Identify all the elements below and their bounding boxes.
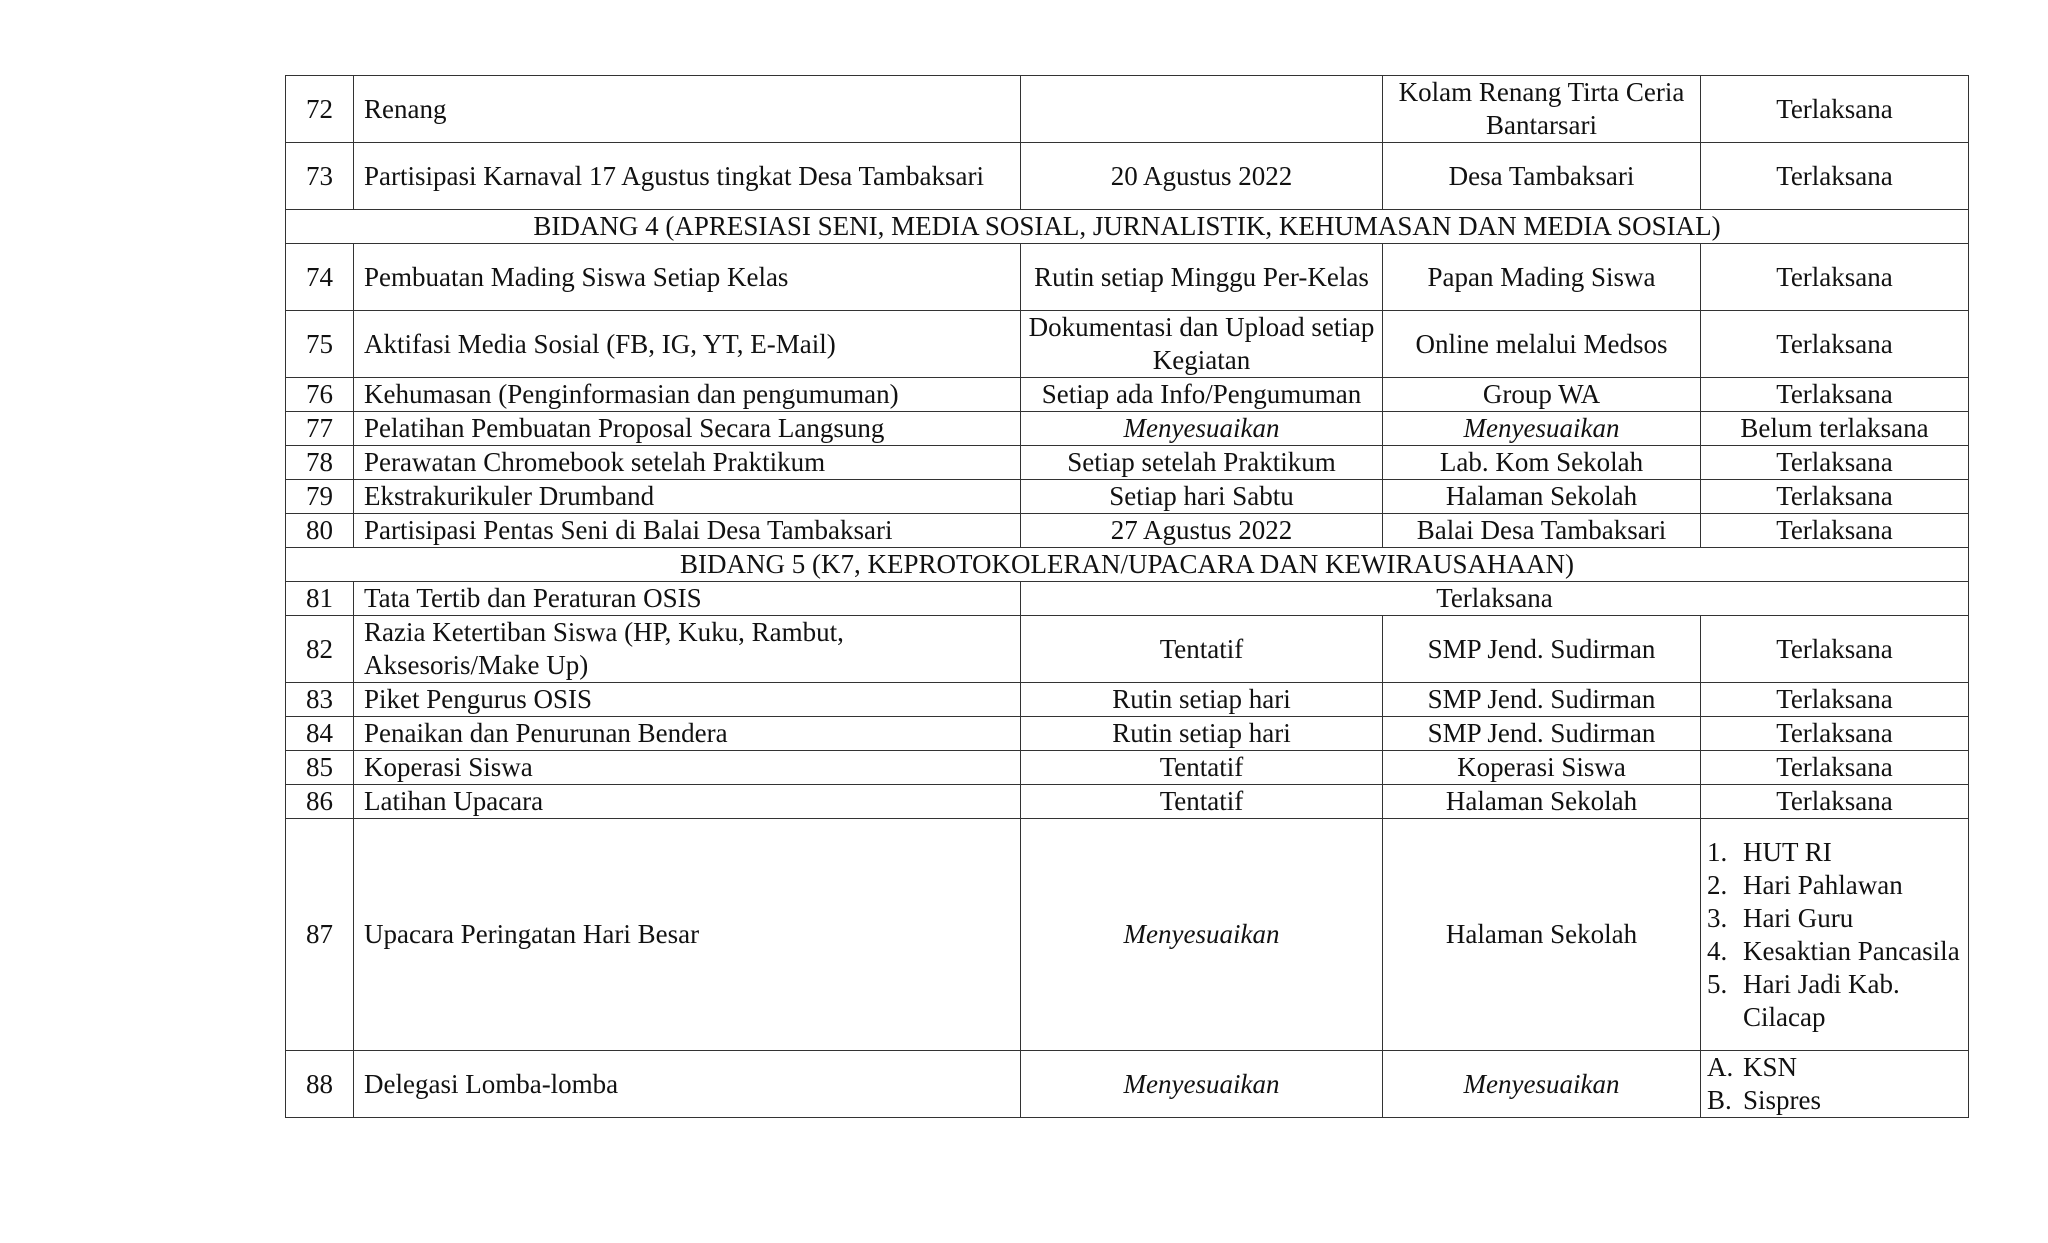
list-text: Kesaktian Pancasila: [1743, 935, 1960, 966]
table-row: [286, 446, 1969, 480]
table-row: [286, 143, 1969, 210]
document-page: [285, 75, 1969, 1118]
activity-time: Setiap hari Sabtu: [1021, 480, 1383, 514]
activity-status: Terlaksana: [1701, 514, 1969, 548]
activity-place: Halaman Sekolah: [1383, 785, 1701, 819]
activity-name: Pelatihan Pembuatan Proposal Secara Langsung: [354, 412, 1021, 446]
activity-place: SMP Jend. Sudirman: [1383, 683, 1701, 717]
list-marker: 3.: [1707, 902, 1728, 933]
activity-time: 20 Agustus 2022: [1021, 143, 1383, 210]
row-number: 86: [286, 785, 354, 819]
row-number: 76: [286, 378, 354, 412]
activity-name: Tata Tertib dan Peraturan OSIS: [354, 582, 1021, 616]
table-row: [286, 514, 1969, 548]
list-item: [1707, 869, 1968, 902]
row-number: 80: [286, 514, 354, 548]
table-row: [286, 582, 1969, 616]
activity-status: Terlaksana: [1701, 683, 1969, 717]
row-number: 77: [286, 412, 354, 446]
table-row: [286, 751, 1969, 785]
activity-time: [1021, 412, 1383, 446]
activity-time: 27 Agustus 2022: [1021, 514, 1383, 548]
activity-place: Balai Desa Tambaksari: [1383, 514, 1701, 548]
activity-name: Aktifasi Media Sosial (FB, IG, YT, E-Mail): [354, 311, 1021, 378]
list-item: [1707, 836, 1968, 869]
list-item: [1707, 968, 1968, 1034]
list-marker: 1.: [1707, 836, 1728, 867]
activity-time: Tentatif: [1021, 616, 1383, 683]
activity-name: Koperasi Siswa: [354, 751, 1021, 785]
list-item: [1707, 935, 1968, 968]
activity-status-list: [1701, 1051, 1969, 1118]
activity-time: Setiap setelah Praktikum: [1021, 446, 1383, 480]
section-heading: BIDANG 5 (K7, KEPROTOKOLERAN/UPACARA DAN KEWIRAUSAHAAN): [286, 548, 1969, 582]
list-marker: 5.: [1707, 968, 1728, 999]
table-row: [286, 311, 1969, 378]
activity-status: Belum terlaksana: [1701, 412, 1969, 446]
activity-status: Terlaksana: [1701, 311, 1969, 378]
section-row: [286, 210, 1969, 244]
activity-name: Latihan Upacara: [354, 785, 1021, 819]
row-number: 81: [286, 582, 354, 616]
activity-status: Terlaksana: [1701, 785, 1969, 819]
row-number: 72: [286, 76, 354, 143]
activity-place: Kolam Renang Tirta Ceria Bantarsari: [1383, 76, 1701, 143]
table-row: [286, 717, 1969, 751]
activity-status: Terlaksana: [1701, 446, 1969, 480]
row-number: 75: [286, 311, 354, 378]
activity-time: Setiap ada Info/Pengumuman: [1021, 378, 1383, 412]
row-number: 82: [286, 616, 354, 683]
table-row: [286, 1051, 1969, 1118]
activity-place: Papan Mading Siswa: [1383, 244, 1701, 311]
list-item: [1707, 1051, 1968, 1084]
table-row: [286, 683, 1969, 717]
activity-place-text: Menyesuaikan: [1463, 413, 1620, 443]
activity-time: Tentatif: [1021, 751, 1383, 785]
table-row: [286, 76, 1969, 143]
row-number: 78: [286, 446, 354, 480]
list-marker: 2.: [1707, 869, 1728, 900]
activity-status: Terlaksana: [1701, 616, 1969, 683]
activity-name: Partisipasi Karnaval 17 Agustus tingkat Desa Tambaksari: [354, 143, 1021, 210]
activity-place: Halaman Sekolah: [1383, 480, 1701, 514]
table-row: [286, 819, 1969, 1051]
table-row: [286, 785, 1969, 819]
list-marker: B.: [1707, 1085, 1732, 1115]
activity-time: [1021, 1051, 1383, 1118]
row-number: 85: [286, 751, 354, 785]
activity-name: Pembuatan Mading Siswa Setiap Kelas: [354, 244, 1021, 311]
activity-time-text: Menyesuaikan: [1123, 413, 1280, 443]
activity-place: [1383, 1051, 1701, 1118]
activity-place: [1383, 412, 1701, 446]
activity-status: Terlaksana: [1701, 244, 1969, 311]
activity-place: Group WA: [1383, 378, 1701, 412]
activity-place: Halaman Sekolah: [1383, 819, 1701, 1051]
activity-name: Ekstrakurikuler Drumband: [354, 480, 1021, 514]
list-text: Hari Guru: [1743, 902, 1854, 933]
activity-place: Online melalui Medsos: [1383, 311, 1701, 378]
list-item: [1707, 1084, 1968, 1117]
list-marker: 4.: [1707, 935, 1728, 966]
activity-name: Delegasi Lomba-lomba: [354, 1051, 1021, 1118]
row-number: 88: [286, 1051, 354, 1118]
section-row: [286, 548, 1969, 582]
table-row: [286, 480, 1969, 514]
activity-status: Terlaksana: [1701, 143, 1969, 210]
activity-status: Terlaksana: [1701, 717, 1969, 751]
activity-status-list: [1701, 819, 1969, 1051]
activity-name: Piket Pengurus OSIS: [354, 683, 1021, 717]
row-number: 84: [286, 717, 354, 751]
activity-status: Terlaksana: [1701, 480, 1969, 514]
activity-table: [285, 75, 1969, 1118]
list-marker: A.: [1707, 1052, 1734, 1082]
activity-name: Partisipasi Pentas Seni di Balai Desa Tambaksari: [354, 514, 1021, 548]
activity-place: Koperasi Siswa: [1383, 751, 1701, 785]
activity-place: Desa Tambaksari: [1383, 143, 1701, 210]
table-row: [286, 378, 1969, 412]
activity-name: Perawatan Chromebook setelah Praktikum: [354, 446, 1021, 480]
activity-time: Rutin setiap hari: [1021, 717, 1383, 751]
activity-time: [1021, 819, 1383, 1051]
table-row: [286, 244, 1969, 311]
activity-time: Dokumentasi dan Upload setiap Kegiatan: [1021, 311, 1383, 378]
row-number: 74: [286, 244, 354, 311]
activity-place-text: Menyesuaikan: [1463, 1068, 1620, 1099]
activity-name: Razia Ketertiban Siswa (HP, Kuku, Rambut, Aksesoris/Make Up): [354, 616, 1021, 683]
table-row: [286, 412, 1969, 446]
activity-status-merged: Terlaksana: [1021, 582, 1969, 616]
row-number: 79: [286, 480, 354, 514]
activity-place: SMP Jend. Sudirman: [1383, 616, 1701, 683]
row-number: 87: [286, 819, 354, 1051]
activity-time-text: Menyesuaikan: [1123, 1068, 1280, 1099]
table-row: [286, 616, 1969, 683]
row-number: 73: [286, 143, 354, 210]
list-text: KSN: [1743, 1052, 1798, 1082]
row-number: 83: [286, 683, 354, 717]
activity-time: Rutin setiap hari: [1021, 683, 1383, 717]
activity-status: Terlaksana: [1701, 378, 1969, 412]
activity-time: [1021, 76, 1383, 143]
activity-time: Rutin setiap Minggu Per-Kelas: [1021, 244, 1383, 311]
activity-name: Penaikan dan Penurunan Bendera: [354, 717, 1021, 751]
list-text: Sispres: [1743, 1085, 1822, 1115]
section-heading: BIDANG 4 (APRESIASI SENI, MEDIA SOSIAL, JURNALISTIK, KEHUMASAN DAN MEDIA SOSIAL): [286, 210, 1969, 244]
list-text: Hari Jadi Kab. Cilacap: [1743, 968, 1900, 1032]
activity-time: Tentatif: [1021, 785, 1383, 819]
list-text: HUT RI: [1743, 836, 1832, 867]
activity-name: Renang: [354, 76, 1021, 143]
activity-name: Kehumasan (Penginformasian dan pengumuman): [354, 378, 1021, 412]
activity-name: Upacara Peringatan Hari Besar: [354, 819, 1021, 1051]
activity-status: Terlaksana: [1701, 751, 1969, 785]
list-text: Hari Pahlawan: [1743, 869, 1903, 900]
activity-place: Lab. Kom Sekolah: [1383, 446, 1701, 480]
activity-status: Terlaksana: [1701, 76, 1969, 143]
activity-time-text: Menyesuaikan: [1123, 919, 1280, 949]
activity-place: SMP Jend. Sudirman: [1383, 717, 1701, 751]
list-item: [1707, 902, 1968, 935]
